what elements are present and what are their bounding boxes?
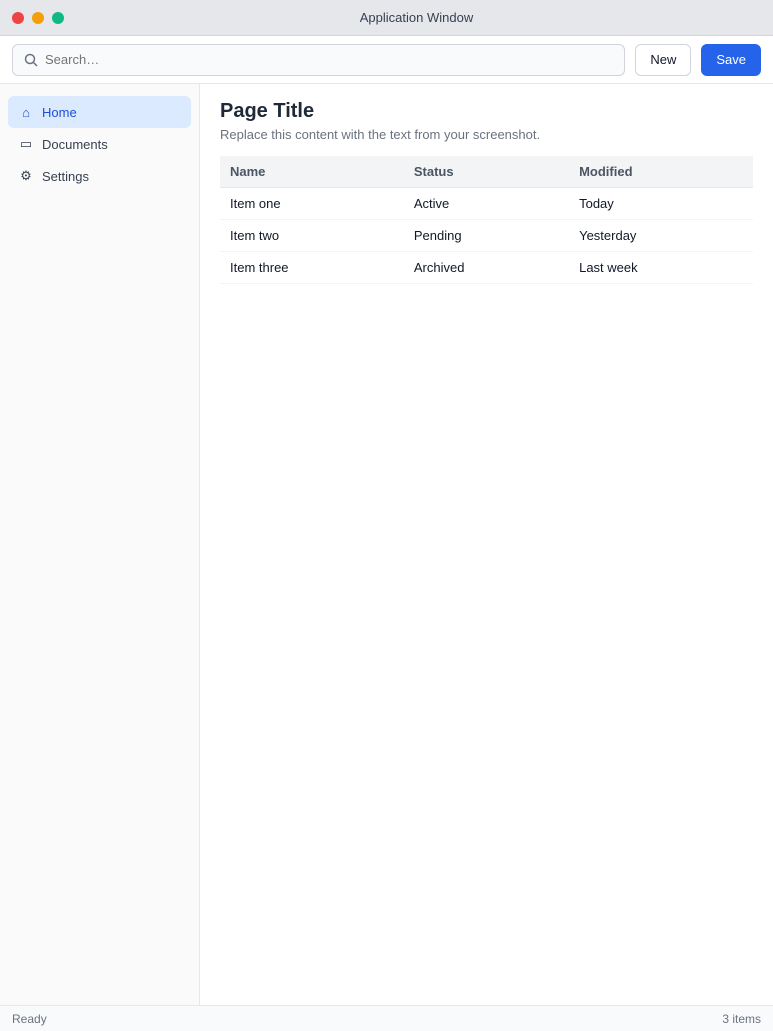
- title-bar: [0, 0, 773, 36]
- page-subtitle: Replace this content with the text from your screenshot.: [220, 127, 541, 142]
- sidebar-item-documents[interactable]: [8, 128, 191, 160]
- search-input[interactable]: [45, 52, 614, 67]
- table-header-row: [220, 156, 753, 188]
- new-button[interactable]: New: [635, 44, 691, 76]
- column-header[interactable]: Name: [220, 156, 404, 188]
- column-header[interactable]: Modified: [569, 156, 753, 188]
- sidebar-item-home[interactable]: [8, 96, 191, 128]
- column-header[interactable]: Status: [404, 156, 569, 188]
- home-icon: ⌂: [22, 104, 30, 120]
- close-window-button[interactable]: [12, 12, 24, 24]
- maximize-window-button[interactable]: [52, 12, 64, 24]
- data-table: [220, 156, 753, 284]
- table-cell: Today: [569, 188, 753, 220]
- sidebar-item-label: Documents: [42, 136, 108, 152]
- status-bar: [0, 1005, 773, 1031]
- gear-icon: ⚙: [20, 168, 32, 183]
- status-text: Ready: [12, 1011, 47, 1026]
- search-box[interactable]: [12, 44, 625, 76]
- table-cell: Last week: [569, 252, 753, 284]
- page-title: Page Title: [220, 100, 315, 122]
- table-cell: Pending: [404, 220, 569, 252]
- folder-icon: ▭: [19, 136, 33, 151]
- content-area: [0, 84, 773, 1005]
- sidebar-item-label: Settings: [42, 168, 89, 184]
- table-cell: Yesterday: [569, 220, 753, 252]
- table-cell: Item one: [220, 188, 404, 220]
- toolbar: [0, 36, 773, 84]
- table-row[interactable]: [220, 252, 753, 284]
- table-cell: Archived: [404, 252, 569, 284]
- table-cell: Active: [404, 188, 569, 220]
- save-button[interactable]: Save: [701, 44, 761, 76]
- sidebar: [0, 84, 200, 1005]
- item-count: 3 items: [722, 1011, 761, 1026]
- sidebar-item-label: Home: [42, 104, 77, 120]
- table-row[interactable]: [220, 188, 753, 220]
- table-row[interactable]: [220, 220, 753, 252]
- table-cell: Item three: [220, 252, 404, 284]
- search-icon: [23, 52, 39, 68]
- sidebar-item-settings[interactable]: [8, 160, 191, 192]
- main-panel: [200, 84, 773, 1005]
- minimize-window-button[interactable]: [32, 12, 44, 24]
- window-title: Application Window: [359, 10, 474, 25]
- table-cell: Item two: [220, 220, 404, 252]
